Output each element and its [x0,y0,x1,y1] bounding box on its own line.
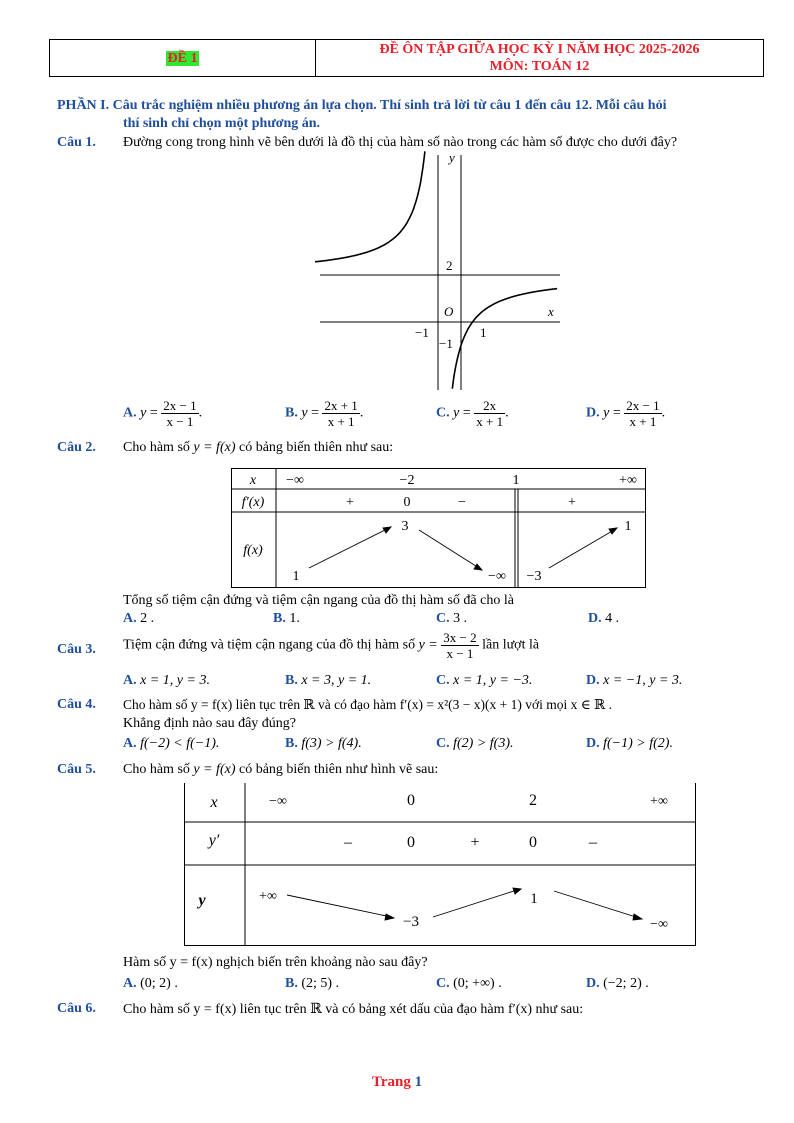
option-text: (−2; 2) . [603,976,649,991]
table-yprime-label: y′ [208,832,220,849]
q4-line2: Khẳng định nào sau đây đúng? [123,716,297,731]
option-letter: D. [586,976,600,991]
option-text: (2; 5) . [301,976,340,991]
frac-den: x + 1 [476,414,504,429]
f-val: 3 [401,519,409,534]
q2-text-post: có bảng biến thiên như sau: [238,440,394,455]
x-val: −∞ [269,794,287,809]
q5-options [123,976,763,1000]
curve-left-branch [315,151,425,263]
footer-word: Trang [371,1074,411,1090]
option-text: f(−1) > f(2). [603,736,673,751]
q5-option-c[interactable] [436,976,502,992]
q2-text-pre: Cho hàm số [123,440,190,455]
option-text: x = 1, y = −3. [453,673,533,688]
option-letter: D. [586,673,600,688]
q2-text-fn: y = f(x) [193,440,236,455]
option-letter: A. [123,405,137,421]
q1-graph [315,150,565,395]
q2-text [123,440,393,456]
q2-variation-table [231,468,647,590]
frac-den: x + 1 [327,414,355,429]
page-footer [0,1074,794,1091]
sign: – [344,834,352,851]
q2-option-d[interactable] [588,611,619,627]
option-letter: B. [285,976,298,991]
option-letter: C. [436,673,450,688]
option-text: f(2) > f(3). [453,736,514,751]
q5-option-a[interactable] [123,976,178,992]
option-text: x = 3, y = 1. [301,673,372,688]
q5-option-b[interactable] [285,976,339,992]
x-val: −2 [399,473,415,488]
table-y-label: y [198,892,206,909]
sign: 0 [403,495,411,510]
option-text: 4 . [605,611,620,626]
q6-label: Câu 6. [57,1001,96,1016]
q4-option-d[interactable] [586,736,673,752]
q1-option-b[interactable]: B. y = $\frac{2x + 1}{x + 1}$ . [285,398,364,429]
q5-text-post: có bảng biến thiên như hình vẽ sau: [238,762,439,777]
table-x-label: x [249,473,257,488]
q2-option-b[interactable] [273,611,300,627]
frac-den: x − 1 [166,414,194,429]
option-letter: B. [285,736,298,751]
x-val: 1 [512,473,520,488]
x-val: −∞ [286,473,304,488]
frac-num: 2x [474,398,505,414]
y-axis-label: y [449,150,455,165]
q2-question: Tổng số tiệm cận đứng và tiệm cận ngang của đồ thị hàm số đã cho là [123,593,514,608]
table-fprime-label: f′(x) [241,495,265,510]
sign: – [589,834,597,851]
option-text: f(3) > f(4). [301,736,362,751]
header-right-cell [316,40,764,77]
q3-option-c[interactable] [436,673,532,689]
option-text: (0; 2) . [140,976,178,991]
q1-options [123,398,763,438]
exam-number: ĐỀ 1 [167,50,198,66]
q4-options [123,736,763,760]
page-number: 1 [414,1074,423,1090]
option-letter: B. [273,611,286,626]
option-text: 1. [289,611,300,626]
q2-label: Câu 2. [57,440,96,455]
x-axis-label: x [548,304,554,319]
option-letter: C. [436,976,450,991]
q3-fn-lhs: y = [418,637,438,653]
f-val: −∞ [488,569,506,584]
table-x-label: x [210,794,218,811]
x-val: +∞ [619,473,637,488]
q1-option-d[interactable]: D. y = $\frac{2x - 1}{x + 1}$ . [586,398,666,429]
q4-label: Câu 4. [57,697,96,712]
curve-right-branch [452,289,557,389]
option-text: 2 . [140,611,155,626]
q3-option-b[interactable] [285,673,371,689]
frac-den: x − 1 [446,646,474,661]
option-letter: C. [436,736,450,751]
label-two: 2 [446,258,453,273]
y-val: −∞ [650,917,668,932]
q5-text-fn: y = f(x) [193,762,236,777]
exam-subject: MÔN: TOÁN 12 [489,59,590,74]
label-neg1-y: −1 [439,336,453,351]
q4-option-c[interactable] [436,736,514,752]
q5-label: Câu 5. [57,762,96,777]
q5-option-d[interactable] [586,976,649,992]
q5-question [123,955,428,971]
frac-num: 2x − 1 [163,398,197,413]
q5-text [123,762,438,778]
q5-question-text: Hàm số y = f(x) nghịch biến trên khoảng nào sau đây? [123,955,428,970]
option-letter: C. [436,405,450,421]
q1-text: Đường cong trong hình vẽ bên dưới là đồ thị của hàm số nào trong các hàm số được cho dưới đây? [123,135,678,150]
q3-text-post: lần lượt là [482,637,540,653]
q2-option-a[interactable] [123,611,154,627]
option-letter: A. [123,611,137,626]
option-text: f(−2) < f(−1). [140,736,220,751]
q5-variation-table [184,783,697,948]
x-val: 2 [529,792,537,809]
option-letter: C. [436,611,450,626]
label-neg1-x: −1 [415,325,429,340]
option-text: x = 1, y = 3. [140,673,210,688]
y-val: −3 [403,914,419,930]
q6-text: Cho hàm số y = f(x) liên tục trên ℝ và có bảng xét dấu của đạo hàm f′(x) như sau: [123,1002,584,1017]
q4-line1: Cho hàm số y = f(x) liên tục trên ℝ và có đạo hàm f′(x) = x²(3 − x)(x + 1) với mọi x ∈ ℝ . [123,697,613,712]
sign: 0 [407,834,415,851]
frac-num: 3x − 2 [443,630,477,645]
q3-option-a[interactable] [123,673,210,689]
option-letter: B. [285,405,298,421]
q2-option-c[interactable] [436,611,467,627]
q3-option-d[interactable] [586,673,682,689]
exam-title: ĐỀ ÔN TẬP GIỮA HỌC KỲ I NĂM HỌC 2025-2026 [379,42,700,57]
option-text: (0; +∞) . [453,976,502,991]
q3-text-pre: Tiệm cận đứng và tiệm cận ngang của đồ thị hàm số [123,637,416,653]
option-letter: A. [123,976,137,991]
sign: + [470,834,480,851]
x-val: +∞ [650,794,668,809]
f-val: 1 [292,569,300,584]
f-val: −3 [526,569,542,584]
option-letter: A. [123,736,137,751]
frac-num: 2x + 1 [324,398,358,413]
table-f-label: f(x) [243,543,263,558]
q3-text [123,630,539,661]
label-pos1-x: 1 [480,325,487,340]
frac-num: 2x − 1 [626,398,660,413]
f-val: 1 [624,519,632,534]
option-letter: D. [588,611,602,626]
sign: + [568,495,576,510]
x-val: 0 [407,792,415,809]
option-letter: D. [586,736,600,751]
q4-option-a[interactable] [123,736,219,752]
part1-line2: thí sinh chỉ chọn một phương án. [123,116,321,131]
origin-label: O [444,304,454,319]
y-val: 1 [530,891,538,907]
q1-option-c[interactable]: C. y = $\frac{2x}{x + 1}$ . [436,398,509,429]
option-letter: A. [123,673,137,688]
q4-option-b[interactable] [285,736,362,752]
y-val: +∞ [259,889,277,904]
q3-label: Câu 3. [57,642,96,657]
q3-options [123,673,763,697]
header-table [49,39,764,77]
option-text: 3 . [453,611,468,626]
part1-line1: PHẦN I. Câu trắc nghiệm nhiều phương án lựa chọn. Thí sinh trả lời từ câu 1 đến câu 12. Mỗi câu hỏi [57,98,667,113]
sign: + [346,495,354,510]
part1-heading [57,97,767,133]
option-letter: B. [285,673,298,688]
header-left-cell [50,40,316,77]
option-text: x = −1, y = 3. [603,673,683,688]
option-letter: D. [586,405,600,421]
sign: 0 [529,834,537,851]
q5-text-pre: Cho hàm số [123,762,190,777]
q1-option-a[interactable]: A. y = $\frac{2x - 1}{x - 1}$ . [123,398,203,429]
sign: − [458,495,466,510]
q1-label: Câu 1. [57,135,96,150]
frac-den: x + 1 [629,414,657,429]
